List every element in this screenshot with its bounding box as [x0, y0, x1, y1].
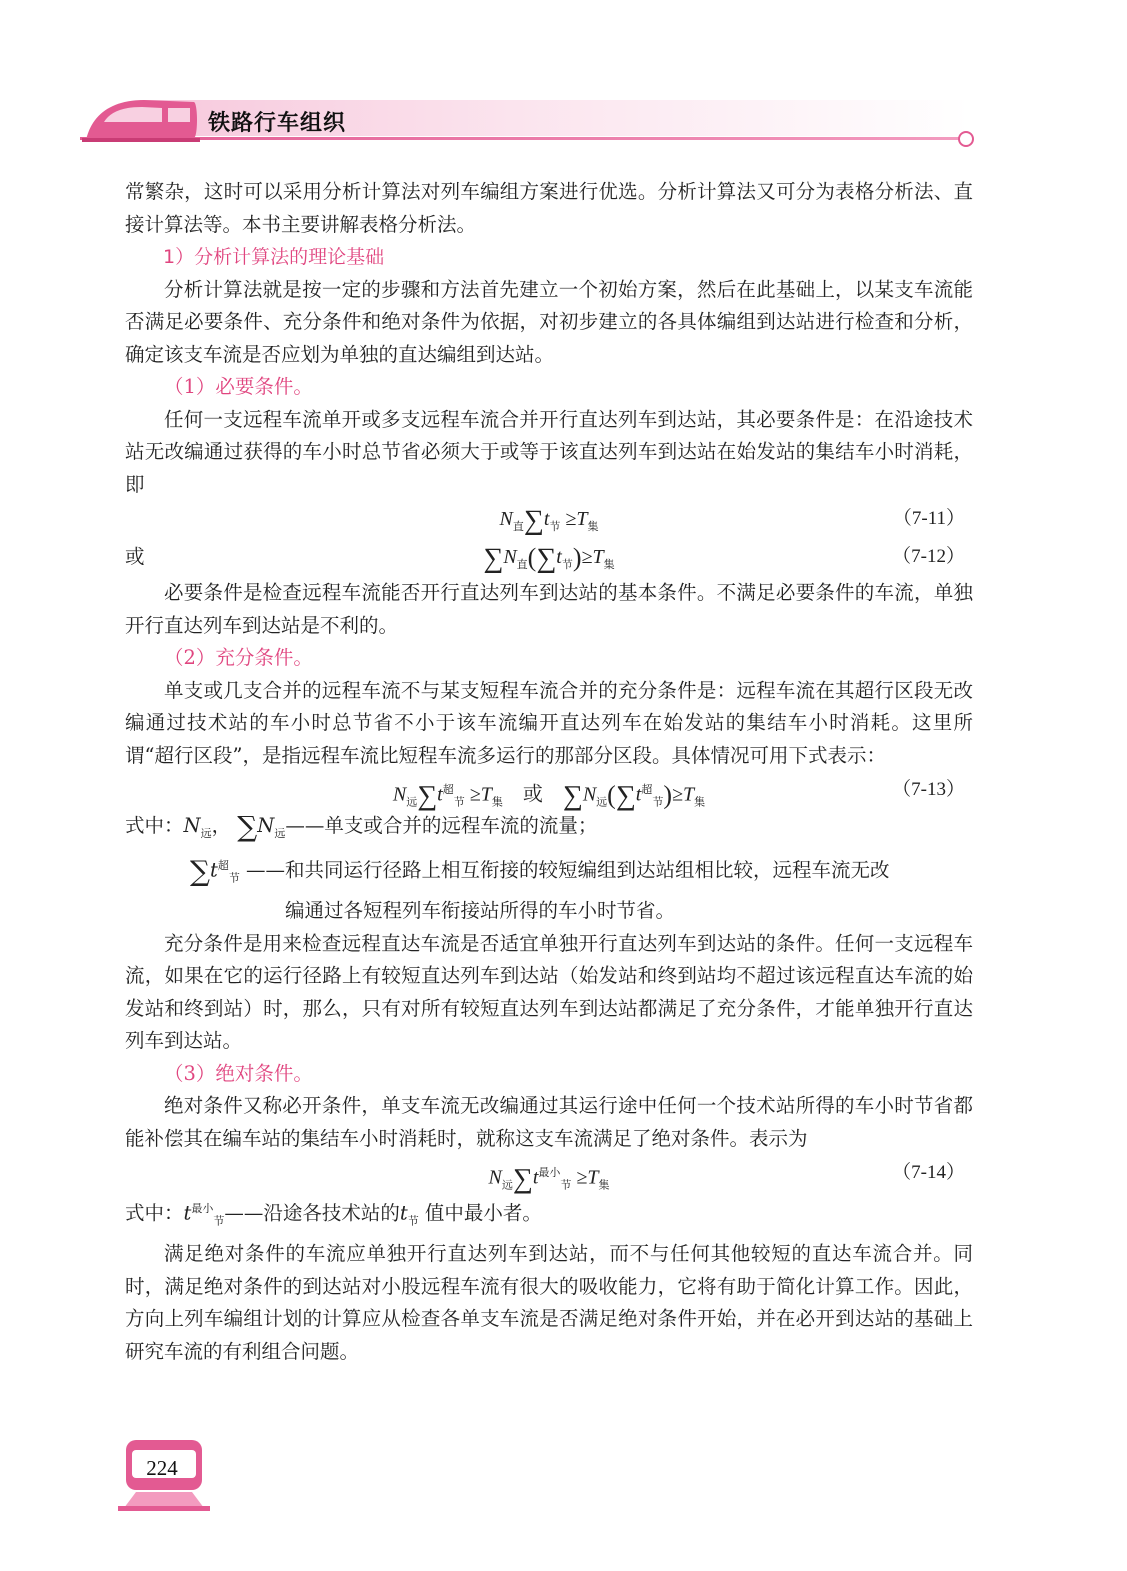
subheading-absolute: （3）绝对条件。 — [164, 1061, 313, 1085]
equation-7-14 — [125, 1155, 973, 1193]
header-rule — [80, 137, 965, 140]
equation-7-14-number: （7-14） — [892, 1162, 965, 1184]
subheading-necessary: （1）必要条件。 — [164, 375, 313, 398]
equation-7-12-number: （7-12） — [892, 546, 965, 567]
or-label: 或 — [125, 545, 145, 568]
equation-7-12-expr: $\sum N_直(\sum t_节)\ge T_集$ — [483, 543, 615, 574]
paragraph-1: 常繁杂，这时可以采用分析计算法对列车编组方案进行优选。分析计算法又可分为表格分析法、直接计算法等。本书主要讲解表格分析法。 — [125, 180, 973, 236]
definition-t-min: 式中：$t^{最小}_节——$沿途各技术站的$t_节$ 值中最小者。 — [125, 1201, 542, 1228]
equation-7-12 — [125, 539, 973, 577]
page-header — [0, 0, 1127, 160]
definition-t-chao: $\sum t^超_节$ ——和共同运行径路上相互衔接的较短编组到达站组相比较，远程车流无改 — [190, 854, 890, 888]
paragraph-2: 分析计算法就是按一定的步骤和方法首先建立一个初始方案，然后在此基础上，以某支车流能否满足必要条件、充分条件和绝对条件为依据，对初步建立的各具体编组到达站进行检查和分析，确定该支车流是否应划为单独的直达编组到达站。 — [125, 277, 973, 366]
page-number: 224 — [146, 1456, 178, 1480]
equation-7-11-number: （7-11） — [892, 508, 965, 529]
paragraph-3: 任何一支远程车流单开或多支远程车流合并开行直达列车到达站，其必要条件是：在沿途技术站无改编通过获得的车小时总节省必须大于或等于该直达列车到达站在始发站的集结车小时消耗，即 — [125, 407, 973, 496]
equation-7-13 — [125, 772, 973, 810]
train-logo-icon — [82, 92, 202, 144]
equation-7-11-expr: $N_直\sum t_节 \ge T_集$ — [499, 505, 599, 536]
definition-n-yuan: 式中：$N_远$， $\sum N_远——$单支或合并的远程车流的流量； — [125, 810, 598, 843]
subheading-sufficient: （2）充分条件。 — [164, 646, 313, 669]
paragraph-4: 必要条件是检查远程车流能否开行直达列车到达站的基本条件。不满足必要条件的车流，单独开行直达列车到达站是不利的。 — [125, 581, 973, 637]
page-content — [125, 176, 973, 1368]
equation-7-11 — [125, 501, 973, 539]
paragraph-6: 充分条件是用来检查远程直达车流是否适宜单独开行直达列车到达站的条件。任何一支远程车流，如果在它的运行径路上有较短直达列车到达站（始发站和终到站均不超过该远程直达车流的始发站和终到站）时，那么，只有对所有较短直达列车到达站都满足了充分条件，才能单独开行直达列车到达站。 — [125, 931, 973, 1053]
header-dot-icon — [958, 131, 974, 147]
section-heading-theory: 1）分析计算法的理论基础 — [163, 246, 385, 268]
definition-t-chao-continued: 编通过各短程列车衔接站所得的车小时节省。 — [285, 899, 676, 923]
equation-7-14-expr: $N_远\sum t^{最小}_节 \ge T_集$ — [488, 1163, 610, 1195]
paragraph-7: 绝对条件又称必开条件，单支车流无改编通过其运行途中任何一个技术站所得的车小时节省都能补偿其在编车站的集结车小时消耗时，就称这支车流满足了绝对条件。表示为 — [125, 1094, 973, 1150]
paragraph-8: 满足绝对条件的车流应单独开行直达列车到达站，而不与任何其他较短的直达车流合并。同时，满足绝对条件的到达站对小股远程车流有很大的吸收能力，它将有助于简化计算工作。因此，方向上列车编组计划的计算应从检查各单支车流是否满足绝对条件开始，并在必开到达站的基础上研究车流的有利组合问题。 — [125, 1242, 973, 1363]
book-title: 铁路行车组织 — [208, 111, 347, 136]
paragraph-5: 单支或几支合并的远程车流不与某支短程车流合并的充分条件是：远程车流在其超行区段无改编通过技术站的车小时总节省不小于该车流编开直达列车在始发站的集结车小时消耗。这里所谓“超行区段”，是指远程车流比短程车流多运行的那部分区段。具体情况可用下式表示： — [125, 678, 973, 767]
equation-7-13-number: （7-13） — [892, 779, 965, 800]
equation-7-13-expr: $N_远\sum t^超_节 \ge T_集$ 或 $\sum N_远(\sum t^超_节)\ge T_集$ — [392, 780, 706, 812]
